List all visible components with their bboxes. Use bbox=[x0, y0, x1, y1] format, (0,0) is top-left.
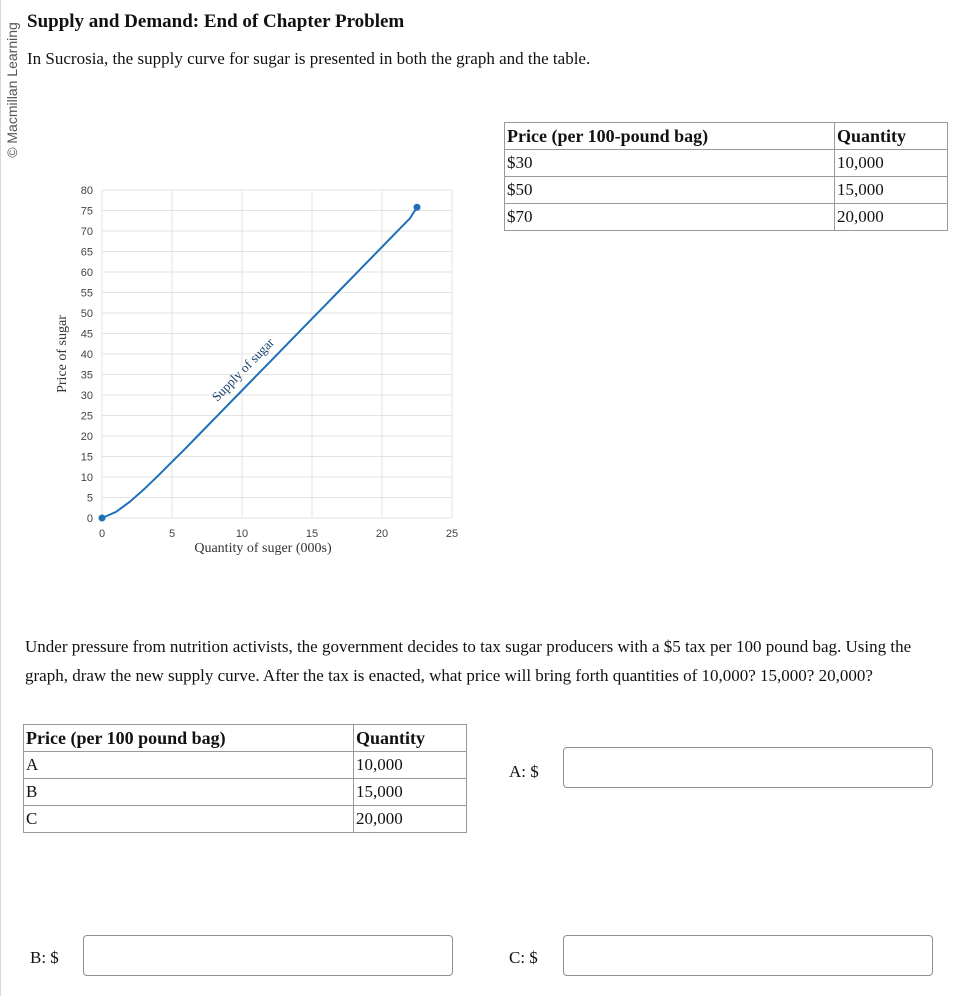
x-tick-label: 25 bbox=[445, 528, 459, 540]
answer-c-input[interactable] bbox=[563, 935, 933, 976]
x-tick-labels bbox=[99, 528, 458, 540]
y-tick-labels bbox=[81, 185, 93, 525]
table-cell-price: $70 bbox=[505, 204, 835, 231]
table-cell-quantity: 15,000 bbox=[354, 779, 467, 806]
curve-endpoint-handle[interactable] bbox=[99, 515, 106, 522]
y-tick-label: 30 bbox=[80, 390, 93, 402]
y-tick-label: 75 bbox=[80, 205, 93, 218]
table-row bbox=[505, 204, 948, 231]
table-cell-quantity: 15,000 bbox=[835, 177, 948, 204]
table-cell-label: A bbox=[24, 752, 354, 779]
watermark: © Macmillan Learning bbox=[4, 22, 20, 158]
page-title: Supply and Demand: End of Chapter Problem bbox=[27, 11, 405, 32]
table-cell-price: $50 bbox=[505, 177, 835, 204]
table-cell-price: $30 bbox=[505, 150, 835, 177]
answer-b-label: B: $ bbox=[30, 948, 59, 967]
answer-a-label: A: $ bbox=[509, 762, 539, 781]
table-row bbox=[24, 779, 467, 806]
x-tick-label: 10 bbox=[235, 528, 249, 540]
y-tick-label: 60 bbox=[80, 267, 93, 279]
y-tick-label: 5 bbox=[86, 492, 93, 505]
table-cell-quantity: 20,000 bbox=[835, 204, 948, 231]
y-tick-label: 35 bbox=[80, 369, 93, 382]
y-tick-label: 50 bbox=[80, 308, 93, 320]
table-cell-quantity: 10,000 bbox=[354, 752, 467, 779]
y-tick-label: 0 bbox=[86, 513, 93, 525]
table-cell-quantity: 20,000 bbox=[354, 806, 467, 833]
table-header-price: Price (per 100 pound bag) bbox=[24, 725, 354, 752]
x-tick-label: 15 bbox=[305, 528, 319, 540]
y-tick-label: 25 bbox=[80, 410, 93, 423]
answer-c-label: C: $ bbox=[509, 948, 538, 967]
y-tick-label: 70 bbox=[80, 226, 93, 238]
y-tick-label: 45 bbox=[80, 328, 93, 341]
table-cell-label: C bbox=[24, 806, 354, 833]
table-row bbox=[24, 806, 467, 833]
supply-chart[interactable] bbox=[0, 0, 470, 570]
table-cell-label: B bbox=[24, 779, 354, 806]
y-tick-label: 80 bbox=[80, 185, 93, 197]
answer-a-input[interactable] bbox=[563, 747, 933, 788]
y-tick-label: 10 bbox=[80, 472, 93, 484]
table-header-price: Price (per 100-pound bag) bbox=[505, 123, 835, 150]
x-tick-label: 5 bbox=[168, 528, 176, 540]
x-axis-label: Quantity of suger (000s) bbox=[194, 541, 332, 556]
y-axis-label: Price of sugar bbox=[55, 315, 70, 393]
table-header-quantity: Quantity bbox=[354, 725, 467, 752]
table-row bbox=[505, 177, 948, 204]
x-tick-label: 0 bbox=[98, 528, 106, 540]
table-cell-quantity: 10,000 bbox=[835, 150, 948, 177]
y-tick-label: 15 bbox=[80, 451, 93, 464]
intro-text: In Sucrosia, the supply curve for sugar is presented in both the graph and the table. bbox=[27, 49, 591, 68]
question-text: Under pressure from nutrition activists, the government decides to tax sugar producers with a $5 tax per 100 pound bag. Using the graph, draw the new supply curve. After the tax is enacted, what price will bring forth quantities of 10,000? 15,000? 20,000? bbox=[25, 637, 912, 685]
y-tick-label: 65 bbox=[80, 246, 93, 259]
x-tick-label: 20 bbox=[375, 528, 389, 540]
table-row bbox=[24, 752, 467, 779]
supply-curve-label: Supply of sugar bbox=[208, 334, 277, 405]
supply-table bbox=[504, 122, 948, 231]
curve-endpoint-handle[interactable] bbox=[414, 204, 421, 211]
answer-table bbox=[23, 724, 467, 833]
y-tick-label: 55 bbox=[80, 287, 93, 300]
table-row bbox=[505, 150, 948, 177]
y-tick-label: 40 bbox=[80, 349, 93, 361]
answer-b-input[interactable] bbox=[83, 935, 453, 976]
y-tick-label: 20 bbox=[80, 431, 93, 443]
table-header-quantity: Quantity bbox=[835, 123, 948, 150]
